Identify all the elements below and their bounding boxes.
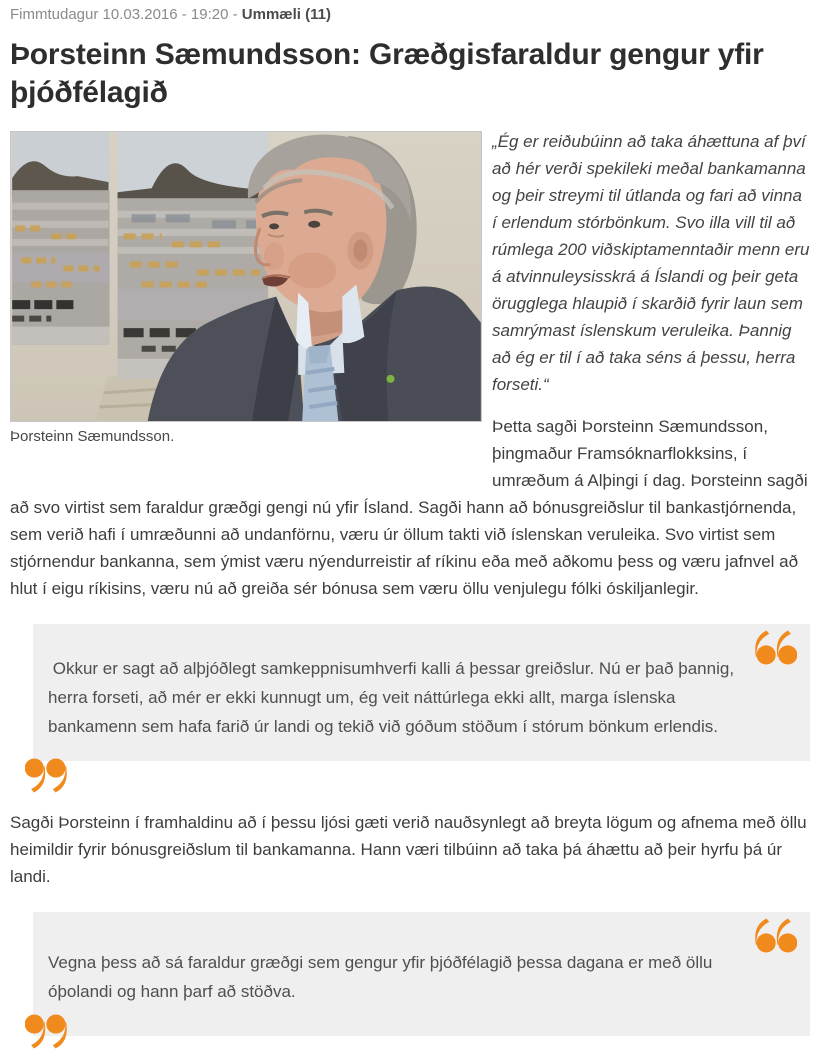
lapel-pin <box>386 375 394 383</box>
article-figure <box>10 131 482 445</box>
paragraph-2: Sagði Þorsteinn í framhaldinu að í þessu ljósi gæti verið nauðsynlegt að breyta lögum og afnema með öllu heimildir fyrir bónusgreiðslum til bankamanna. Hann væri tilbúinn að taka þá áhættu að þeir hyrfu þá úr landi. <box>10 813 807 886</box>
article-meta <box>10 6 810 24</box>
close-quote-icon <box>25 1014 67 1049</box>
politician-photo <box>10 131 482 422</box>
blockquote-2-text: Vegna þess að sá faraldur græðgi sem gengur yfir þjóðfélagið þessa dagana er með öllu óþolandi og hann þarf að stöðva. <box>48 953 718 1001</box>
comments-link[interactable]: Ummæli (11) <box>241 6 331 23</box>
open-quote-icon <box>755 918 797 953</box>
photo-caption: Þorsteinn Sæmundsson. <box>10 428 175 445</box>
date-text: Fimmtudagur 10.03.2016 - 19:20 - <box>10 6 242 23</box>
blockquote-2 <box>33 912 810 1036</box>
page-title: Þorsteinn Sæmundsson: Græðgisfaraldur gengur yfir þjóðfélagið <box>10 38 764 109</box>
article-body <box>10 128 810 1036</box>
close-quote-icon <box>25 758 67 793</box>
blockquote-1 <box>33 624 810 761</box>
lead-quote-paragraph: „Ég er reiðubúinn að taka áhættuna af því að hér verði spekileki meðal bankamanna og þeir streymi til útlanda og fari að vinna í erlendum stórbönkum. Svo illa vill til að rúmlega 200 viðskiptamenntaðir menn eru á atvinnuleysisskrá á Íslandi og þeir geta örugglega hlaupið í skarðið fyrir laun sem samrýmast íslenskum veruleika. Þannig að ég er til í að taka séns á þessu, herra forseti.“ <box>492 132 810 394</box>
paragraph-1: Þetta sagði Þorsteinn Sæmundsson, þingmaður Framsóknarflokksins, í umræðum á Alþingi í dag. Þorsteinn sagði að svo virtist sem faraldur græðgi gengi nú yfir Ísland. Sagði hann að bónusgreiðslur til bankastjórnenda, sem verið hafi í umræðunni að undanförnu, væru úr öllum takti við íslenskan veruleika. Svo virtist sem stjórnendur bankanna, sem ýmist væru nýendurreistir af ríkinu eða með aðkomu þess og væru jafnvel að hlut í eigu ríkisins, væru nú að greiða sér bónusa sem væru öllu venjulegu fólki óskiljanlegir. <box>10 417 808 598</box>
open-quote-icon <box>755 630 797 665</box>
painting-left <box>12 132 109 345</box>
blockquote-1-text: Okkur er sagt að alþjóðlegt samkeppnisumhverfi kalli á þessar greiðslur. Nú er það þannig, herra forseti, að mér er ekki kunnugt um, ég veit náttúrlega ekki allt, marga íslenska bankamenn sem hafa farið úr landi og tekið við góðum stöðum í stórum bönkum erlendis. <box>48 659 739 736</box>
